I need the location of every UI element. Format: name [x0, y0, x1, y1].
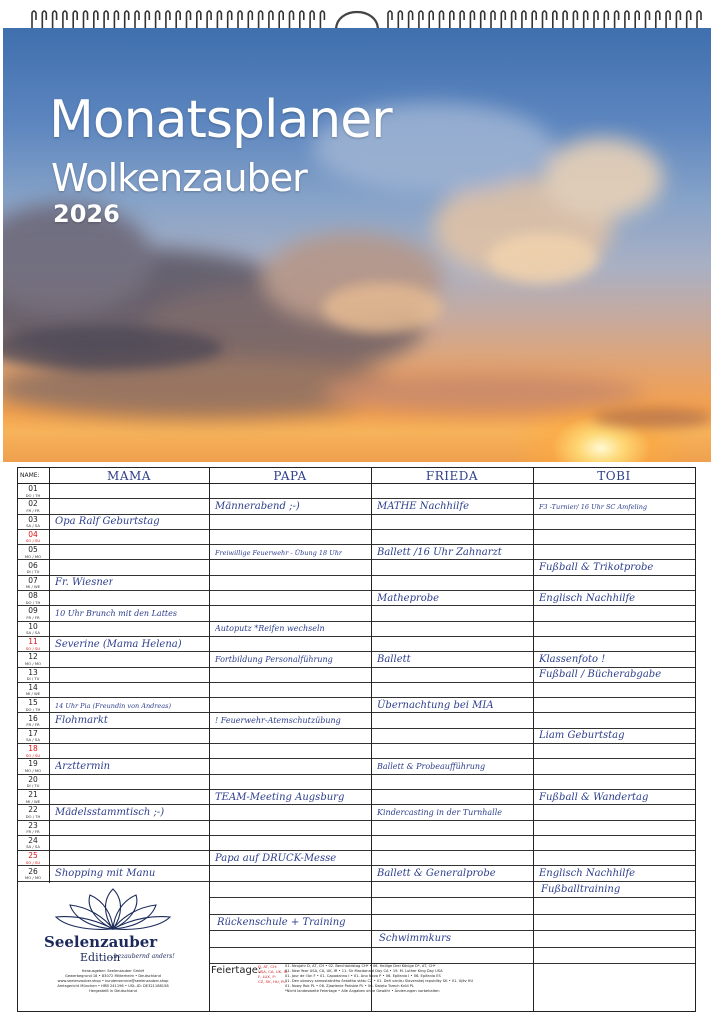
column-header-tobi: TOBI	[597, 469, 631, 483]
planner-entry: Englisch Nachhilfe	[539, 592, 636, 604]
weekday-label: SA / SA	[26, 630, 40, 636]
day-number: 08	[28, 591, 38, 601]
holiday-line: *Nicht landesweite Feiertage • Alle Angaben ohne Gewähr • Änderungen vorbehalten	[285, 989, 440, 994]
weekday-label: SO / SU	[25, 538, 41, 544]
holiday-line: 01. Jour de l'An F • 01. Capodanno I • 01. Ano Novo P • 06. Epifania I • 06. Epifania ES	[285, 974, 441, 979]
weekday-label: FR / FR	[26, 722, 40, 727]
weekday-label: MI / WE	[25, 691, 41, 697]
weekday-label: SO / SU	[25, 752, 41, 758]
day-number: 19	[28, 759, 38, 769]
planner-entry: Schwimmkurs	[379, 933, 452, 945]
weekday-label: FR / FR	[26, 829, 40, 835]
day-number: 13	[28, 667, 38, 677]
planner-entry: Papa auf DRUCK-Messe	[215, 852, 337, 864]
planner-entry: Männerabend ;-)	[215, 500, 300, 512]
planner-entry: Kindercasting in der Turnhalle	[377, 807, 503, 817]
holiday-country-group: F, LUX, P:	[258, 974, 276, 980]
planner-entry: Shopping mit Manu	[55, 868, 156, 879]
holiday-list	[285, 964, 525, 995]
planner-entry: Mädelsstammtisch ;-)	[55, 806, 165, 818]
weekday-label: FR / FR	[26, 507, 40, 513]
day-number: 02	[28, 499, 38, 509]
planner-entry: Fr. Wiesner	[55, 577, 114, 589]
day-number: 25	[28, 851, 38, 861]
blank-row	[209, 931, 695, 948]
imprint-line: Amtsgericht München • HRB 241196 • USt.-ID: DE321188158	[57, 984, 169, 989]
day-number: 21	[28, 790, 38, 799]
planner-entry: Englisch Nachhilfe	[539, 868, 636, 879]
publisher-logo-area	[18, 885, 208, 1010]
day-row	[18, 622, 695, 637]
day-number: 07	[28, 575, 38, 585]
planner-entry: Ballett & Probeaufführung	[377, 761, 486, 771]
day-number: 06	[28, 560, 38, 570]
publisher-edition: Edition	[80, 951, 121, 964]
holiday-country-group: CZ, SK, HU, PL:	[258, 979, 287, 985]
planner-entry: Fortbildung Personalführung	[215, 654, 333, 664]
day-number: 26	[28, 866, 38, 876]
planner-entry: Opa Ralf Geburtstag	[55, 516, 160, 528]
planner-entry: TEAM-Meeting Augsburg	[215, 791, 345, 803]
weekday-label: MO / MO	[24, 875, 42, 880]
calendar-title: Monatsplaner	[49, 90, 392, 150]
weekday-label: SA / SA	[26, 523, 40, 529]
column-header-mama: MAMA	[107, 469, 151, 483]
planner-entry: Fußballtraining	[541, 883, 621, 895]
day-number: 01	[28, 484, 38, 493]
day-row	[18, 576, 695, 591]
weekday-label: SA / SA	[26, 737, 40, 743]
day-number: 09	[28, 606, 38, 616]
imprint-line: www.seelenzauber.shop • kundenservice@seelenzauber.shop	[57, 979, 169, 984]
planner-entry: Severine (Mama Helena)	[55, 638, 182, 650]
holiday-countries	[258, 964, 289, 984]
weekday-label: DI / TU	[26, 783, 40, 789]
day-number: 10	[28, 621, 38, 631]
imprint-line: Gewerbegrund 18 • 83072 Mitterheim • Deutschland	[65, 974, 161, 979]
publisher-name: Seelenzauber	[44, 933, 158, 951]
weekday-label: MO / MO	[24, 553, 42, 559]
weekday-label: MI / WE	[25, 798, 41, 804]
weekday-label: DO / TH	[25, 599, 41, 605]
day-number: 15	[28, 698, 38, 708]
planner-entry: Klassenfoto !	[539, 653, 606, 665]
weekday-label: DO / TH	[25, 492, 41, 498]
day-row	[18, 836, 695, 851]
weekday-label: MO / MO	[24, 767, 42, 773]
day-row	[18, 484, 695, 499]
planner-entry: Fußball / Bücherabgabe	[539, 669, 662, 681]
day-number: 24	[28, 835, 38, 845]
planner-entry: Übernachtung bei MIA	[377, 699, 494, 711]
name-label: NAME:	[20, 472, 40, 479]
day-number: 03	[28, 514, 38, 524]
imprint-line: Herausgeber: Seelenzauber GmbH	[81, 969, 145, 973]
column-header-papa: PAPA	[273, 469, 307, 483]
planner-entry: Fußball & Wandertag	[539, 791, 649, 803]
holiday-line: 01. Den obnovy samostatného českého státu CZ • 01. Deň vzniku Slovenskej republiky SK • 01. Újév HU	[285, 979, 474, 984]
planner-entry: MATHE Nachhilfe	[377, 500, 469, 512]
planner-entry: Ballett & Generalprobe	[377, 868, 496, 879]
weekday-label: DO / TH	[25, 706, 41, 712]
weekday-label: SA / SA	[26, 844, 40, 850]
day-row	[18, 759, 695, 774]
day-number: 22	[28, 805, 38, 815]
planner-entry: Ballett	[377, 653, 411, 665]
publisher-tagline: ...bezaubernd anders!	[108, 953, 175, 960]
day-row	[18, 744, 695, 759]
planner-entry: Freiwillige Feuerwehr - Übung 18 Uhr	[215, 548, 343, 557]
planner-entry: 10 Uhr Brunch mit den Lattes	[55, 608, 177, 618]
day-row	[18, 851, 695, 866]
weekday-label: MI / WE	[25, 584, 41, 590]
calendar-subtitle: Wolkenzauber	[51, 156, 307, 200]
day-row	[18, 683, 695, 698]
holiday-line: 01. Neujahr D, AT, CH • 02. Berchtoldstag CH* • 06. Heilige Drei Könige D*, AT, CH*	[285, 964, 436, 968]
blank-row	[209, 948, 695, 965]
imprint-text	[22, 969, 204, 994]
planner-entry: Autoputz *Reifen wechseln	[215, 624, 325, 634]
weekday-label: DI / TU	[26, 569, 40, 574]
weekday-label: DI / TU	[26, 676, 40, 682]
day-number: 17	[28, 728, 38, 738]
day-row	[18, 545, 695, 560]
day-number: 16	[28, 713, 38, 723]
holiday-country-group: USA, CA, UK, IR:	[258, 969, 289, 975]
day-number: 20	[28, 774, 38, 784]
weekday-label: MO / MO	[24, 660, 42, 666]
day-number: 14	[28, 682, 38, 692]
blank-row	[209, 898, 695, 915]
imprint-line: Hergestellt in Deutschland	[89, 989, 137, 994]
planner-entry: Flohmarkt	[55, 715, 108, 726]
planner-entry: F3 -Turnier/ 16 Uhr SC Amfeling	[539, 502, 648, 511]
weekday-label: SO / SU	[25, 645, 41, 651]
weekday-label: DO / TH	[25, 813, 41, 819]
column-separator	[49, 468, 50, 883]
holiday-country-group: D, AT, CH:	[258, 964, 278, 969]
planner-entry: Fußball & Trikotprobe	[539, 562, 654, 573]
day-number: 23	[28, 820, 38, 830]
day-row	[18, 714, 695, 729]
day-number: 18	[28, 744, 38, 754]
cover-photo	[3, 28, 711, 462]
lotus-icon	[18, 885, 208, 935]
day-number: 05	[28, 545, 38, 555]
day-row	[18, 821, 695, 836]
day-row	[18, 775, 695, 790]
planner-entry: Ballett /16 Uhr Zahnarzt	[377, 546, 502, 558]
column-separator	[371, 468, 372, 1011]
planner-entry: Rückenschule + Training	[217, 916, 346, 928]
day-number: 11	[28, 637, 38, 646]
planner-header-row	[18, 468, 695, 484]
column-header-frieda: FRIEDA	[425, 469, 479, 483]
column-separator	[209, 468, 210, 1011]
planner-entry: Liam Geburtstag	[539, 730, 625, 742]
planner-entry: Arzttermin	[55, 760, 111, 772]
weekday-label: SO / SU	[25, 859, 41, 865]
holiday-line: 01. Nowy Rok PL • 06. Zjawienie Pańskie PL • 06. Święto Trzech Króli PL	[285, 984, 414, 989]
holiday-line: 01. New Year USA, CA, UK, IR • 11. Sir Macdonald Day CA • 19. M. Luther King Day USA	[285, 969, 443, 974]
planner-entry: 14 Uhr Pia (Freundin von Andreas)	[55, 701, 172, 710]
column-separator	[533, 468, 534, 1011]
planner-entry: ! Feuerwehr-Atemschutzübung	[215, 716, 341, 725]
blank-row	[209, 882, 695, 899]
planner-entry: Matheprobe	[377, 592, 440, 604]
day-number: 12	[28, 652, 38, 662]
weekday-label: FR / FR	[26, 614, 40, 620]
calendar-year: 2026	[53, 200, 120, 228]
day-row	[18, 530, 695, 545]
day-number: 04	[28, 529, 38, 539]
holidays-label: Feiertage:	[211, 965, 262, 976]
